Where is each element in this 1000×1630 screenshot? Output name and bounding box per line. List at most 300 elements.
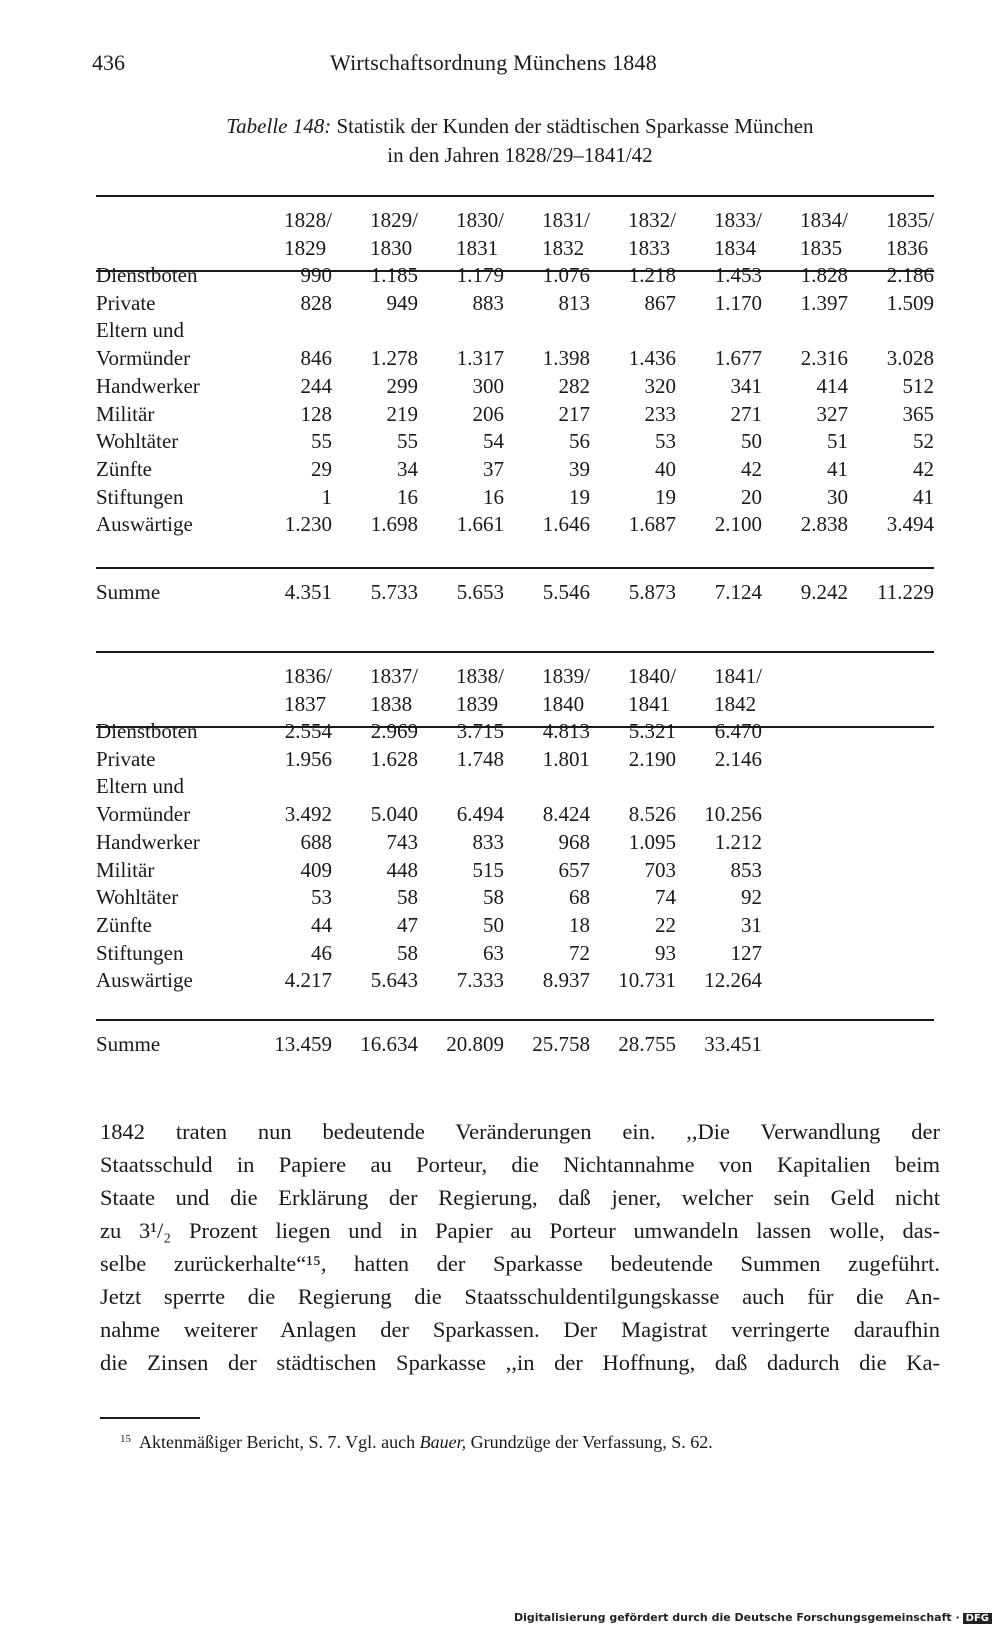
value-cell: 688 [300, 829, 332, 854]
sum-value: 11.229 [877, 580, 934, 604]
empty-cell [762, 940, 848, 968]
category-label: Stiftungen [96, 940, 184, 965]
value-cell: 6.470 [714, 719, 762, 743]
empty-cell [418, 773, 504, 801]
value-cell: 16 [397, 484, 418, 509]
table-row [96, 801, 934, 829]
year-header [676, 206, 762, 262]
value-cell: 1.646 [542, 512, 590, 537]
value-cell: 55 [397, 429, 418, 454]
value-cell: 365 [902, 401, 934, 426]
empty-cell [848, 967, 934, 995]
body-paragraph [100, 1115, 940, 1379]
value-cell: 10.731 [618, 968, 676, 993]
year-label [628, 206, 676, 262]
sum-value: 7.124 [714, 580, 762, 604]
sum-value: 28.755 [618, 1032, 676, 1056]
category-label: Auswärtige [96, 512, 193, 537]
table-caption [100, 112, 940, 170]
value-cell: 217 [558, 401, 590, 426]
body-line: Jetzt sperrte die Regierung die Staatsschuldentilgungskasse auch für die An- [100, 1284, 940, 1309]
table1-top-rule [96, 195, 934, 197]
value-cell: 515 [472, 857, 504, 882]
year-header [762, 206, 848, 262]
table1-sum-rule [96, 567, 934, 569]
table2-header-row [96, 662, 934, 718]
value-cell: 2.316 [800, 346, 848, 371]
year-start: 1839/ [542, 664, 590, 688]
value-cell: 1.278 [370, 346, 418, 371]
value-cell: 1.230 [284, 512, 332, 537]
table-row [96, 456, 934, 484]
sum-label: Summe [96, 580, 161, 604]
value-cell: 1.509 [886, 290, 934, 315]
value-cell: 50 [483, 912, 504, 937]
category-label: Wohltäter [96, 885, 179, 910]
category-label: Eltern und [96, 318, 185, 343]
year-end: 1834 [714, 236, 757, 260]
year-label [714, 206, 762, 262]
value-cell: 58 [397, 940, 418, 965]
sum-value: 20.809 [446, 1032, 504, 1056]
empty-cell [246, 317, 332, 345]
value-cell: 512 [902, 373, 934, 398]
table2-sum-row [96, 1030, 934, 1058]
year-end: 1829 [284, 236, 327, 260]
value-cell: 1.453 [714, 263, 762, 287]
value-cell: 4.813 [542, 719, 590, 743]
value-cell: 1.179 [456, 263, 504, 287]
empty-cell [246, 773, 332, 801]
value-cell: 6.494 [456, 802, 504, 827]
year-start: 1837/ [370, 664, 418, 688]
value-cell: 72 [569, 940, 590, 965]
value-cell: 42 [741, 456, 762, 481]
year-end: 1832 [542, 236, 585, 260]
empty-cell [332, 317, 418, 345]
year-start: 1832/ [628, 208, 676, 232]
empty-cell [762, 857, 848, 885]
empty-cell [848, 801, 934, 829]
empty-cell [762, 773, 848, 801]
value-cell: 8.937 [542, 968, 590, 993]
value-cell: 4.217 [284, 968, 332, 993]
value-cell: 41 [913, 484, 934, 509]
value-cell: 20 [741, 484, 762, 509]
table1-sum [96, 578, 934, 606]
year-header [590, 206, 676, 262]
value-cell: 244 [300, 373, 332, 398]
value-cell: 2.190 [628, 746, 676, 771]
caption-line-1 [100, 112, 940, 141]
table-row [96, 857, 934, 885]
category-label: Dienstboten [96, 719, 198, 743]
value-cell: 58 [483, 885, 504, 910]
category-label: Vormünder [96, 346, 191, 371]
table2-sum-rule [96, 1019, 934, 1021]
year-end: 1837 [284, 692, 327, 716]
value-cell: 1.170 [714, 290, 762, 315]
body-line: Staate und die Erklärung der Regierung, daß jener, welcher sein Geld nicht [100, 1185, 940, 1210]
sum-value: 9.242 [800, 580, 848, 604]
year-end: 1831 [456, 236, 499, 260]
year-start: 1840/ [628, 664, 676, 688]
sum-value: 5.733 [370, 580, 418, 604]
value-cell: 1.628 [370, 746, 418, 771]
sum-value: 5.653 [456, 580, 504, 604]
value-cell: 2.186 [886, 263, 934, 287]
value-cell: 853 [730, 857, 762, 882]
value-cell: 657 [558, 857, 590, 882]
empty-header-cell [848, 662, 934, 718]
year-header [590, 662, 676, 718]
year-start: 1836/ [284, 664, 332, 688]
sum-value: 4.351 [284, 580, 332, 604]
table-row [96, 746, 934, 774]
category-label: Handwerker [96, 373, 200, 398]
value-cell: 990 [300, 263, 332, 287]
table-row [96, 262, 934, 290]
table2-sum [96, 1030, 934, 1058]
empty-cell [848, 912, 934, 940]
category-label: Eltern und [96, 774, 185, 799]
empty-cell [504, 773, 590, 801]
footnote-author: Bauer, [419, 1432, 467, 1452]
empty-cell [762, 967, 848, 995]
value-cell: 2.146 [714, 746, 762, 771]
year-label [628, 662, 676, 718]
value-cell: 219 [386, 401, 418, 426]
year-end: 1836 [886, 236, 929, 260]
year-start: 1833/ [714, 208, 762, 232]
table-row [96, 428, 934, 456]
value-cell: 19 [569, 484, 590, 509]
value-cell: 1.698 [370, 512, 418, 537]
value-cell: 3.494 [886, 512, 934, 537]
running-title: Wirtschaftsordnung Münchens 1848 [330, 50, 657, 75]
value-cell: 300 [472, 373, 504, 398]
value-cell: 1.076 [542, 263, 590, 287]
value-cell: 1.801 [542, 746, 590, 771]
table-row [96, 884, 934, 912]
empty-cell [848, 718, 934, 746]
empty-cell [762, 1030, 848, 1058]
sum-value: 5.873 [628, 580, 676, 604]
year-label [800, 206, 848, 262]
value-cell: 341 [730, 373, 762, 398]
year-start: 1829/ [370, 208, 418, 232]
value-cell: 2.554 [284, 719, 332, 743]
table-row [96, 829, 934, 857]
digitization-banner [514, 1611, 992, 1624]
year-end: 1842 [714, 692, 757, 716]
body-line: nahme weiterer Anlagen der Sparkassen. Der Magistrat verringerte daraufhin [100, 1317, 940, 1342]
category-label: Handwerker [96, 829, 200, 854]
value-cell: 2.838 [800, 512, 848, 537]
year-start: 1841/ [714, 664, 762, 688]
category-label: Zünfte [96, 912, 152, 937]
year-header [418, 662, 504, 718]
value-cell: 3.492 [284, 802, 332, 827]
year-header [418, 206, 504, 262]
body-line: zu 3¹/₂ Prozent liegen und in Papier au Porteur umwandeln lassen wolle, das- [100, 1218, 940, 1243]
year-label [370, 662, 418, 718]
value-cell: 1.677 [714, 346, 762, 371]
dfg-logo: DFG [963, 1613, 992, 1624]
value-cell: 39 [569, 456, 590, 481]
caption-line-2: in den Jahren 1828/29–1841/42 [387, 143, 653, 167]
category-label: Militär [96, 857, 155, 882]
value-cell: 63 [483, 940, 504, 965]
value-cell: 56 [569, 429, 590, 454]
category-label: Vormünder [96, 802, 191, 827]
year-end: 1840 [542, 692, 585, 716]
empty-cell [504, 317, 590, 345]
value-cell: 44 [311, 912, 332, 937]
table-row [96, 373, 934, 401]
footnote-text-after: Grundzüge der Verfassung, S. 62. [470, 1432, 713, 1452]
value-cell: 37 [483, 456, 504, 481]
value-cell: 74 [655, 885, 676, 910]
table-row [96, 484, 934, 512]
year-end: 1839 [456, 692, 499, 716]
value-cell: 8.526 [628, 802, 676, 827]
value-cell: 233 [644, 401, 676, 426]
value-cell: 16 [483, 484, 504, 509]
value-cell: 5.321 [628, 719, 676, 743]
year-end: 1838 [370, 692, 413, 716]
sum-value: 16.634 [360, 1032, 418, 1056]
year-header [332, 206, 418, 262]
value-cell: 128 [300, 401, 332, 426]
value-cell: 1.828 [800, 263, 848, 287]
value-cell: 53 [311, 885, 332, 910]
value-cell: 5.040 [370, 802, 418, 827]
value-cell: 1.398 [542, 346, 590, 371]
value-cell: 1.687 [628, 512, 676, 537]
value-cell: 1.748 [456, 746, 504, 771]
year-label [542, 662, 590, 718]
year-header [246, 662, 332, 718]
empty-cell [848, 746, 934, 774]
value-cell: 3.028 [886, 346, 934, 371]
value-cell: 949 [386, 290, 418, 315]
value-cell: 51 [827, 429, 848, 454]
table2-top-rule [96, 651, 934, 653]
table-row [96, 290, 934, 318]
value-cell: 46 [311, 940, 332, 965]
value-cell: 968 [558, 829, 590, 854]
empty-cell [848, 317, 934, 345]
value-cell: 1.397 [800, 290, 848, 315]
value-cell: 7.333 [456, 968, 504, 993]
year-start: 1828/ [284, 208, 332, 232]
value-cell: 1.956 [284, 746, 332, 771]
page-number: 436 [92, 50, 125, 75]
value-cell: 29 [311, 456, 332, 481]
category-label: Wohltäter [96, 429, 179, 454]
value-cell: 867 [644, 290, 676, 315]
value-cell: 47 [397, 912, 418, 937]
value-cell: 8.424 [542, 802, 590, 827]
empty-cell [762, 829, 848, 857]
value-cell: 299 [386, 373, 418, 398]
value-cell: 833 [472, 829, 504, 854]
year-label [542, 206, 590, 262]
empty-cell [418, 317, 504, 345]
year-label [714, 662, 762, 718]
empty-cell [762, 317, 848, 345]
year-header [504, 206, 590, 262]
category-label: Zünfte [96, 456, 152, 481]
year-header [848, 206, 934, 262]
empty-header-cell [762, 662, 848, 718]
value-cell: 206 [472, 401, 504, 426]
value-cell: 743 [386, 829, 418, 854]
value-cell: 409 [300, 857, 332, 882]
caption-title: Statistik der Kunden der städtischen Sparkasse München [336, 114, 814, 138]
year-label [456, 206, 504, 262]
header-empty-cell [96, 206, 246, 262]
value-cell: 12.264 [704, 968, 762, 993]
table2 [96, 662, 934, 995]
value-cell: 93 [655, 940, 676, 965]
year-label [284, 662, 332, 718]
value-cell: 5.643 [370, 968, 418, 993]
empty-cell [848, 829, 934, 857]
year-header [504, 662, 590, 718]
value-cell: 1.436 [628, 346, 676, 371]
table-row [96, 773, 934, 801]
value-cell: 883 [472, 290, 504, 315]
value-cell: 2.100 [714, 512, 762, 537]
value-cell: 92 [741, 885, 762, 910]
year-header [246, 206, 332, 262]
value-cell: 34 [397, 456, 418, 481]
value-cell: 30 [827, 484, 848, 509]
value-cell: 846 [300, 346, 332, 371]
value-cell: 40 [655, 456, 676, 481]
sum-value: 25.758 [532, 1032, 590, 1056]
year-end: 1833 [628, 236, 671, 260]
value-cell: 1.218 [628, 263, 676, 287]
value-cell: 1.185 [370, 263, 418, 287]
table-row [96, 317, 934, 345]
year-start: 1834/ [800, 208, 848, 232]
table-row [96, 912, 934, 940]
value-cell: 320 [644, 373, 676, 398]
year-start: 1835/ [886, 208, 934, 232]
empty-cell [762, 718, 848, 746]
body-line: 1842 traten nun bedeutende Veränderungen ein. ,,Die Verwandlung der [100, 1119, 940, 1144]
footnote-rule [100, 1417, 200, 1419]
value-cell: 58 [397, 885, 418, 910]
empty-cell [332, 773, 418, 801]
sum-value: 5.546 [542, 580, 590, 604]
value-cell: 22 [655, 912, 676, 937]
year-header [676, 662, 762, 718]
empty-cell [676, 773, 762, 801]
empty-cell [762, 884, 848, 912]
category-label: Private [96, 290, 156, 315]
value-cell: 50 [741, 429, 762, 454]
value-cell: 18 [569, 912, 590, 937]
year-label [456, 662, 504, 718]
category-label: Dienstboten [96, 263, 198, 287]
year-label [370, 206, 418, 262]
value-cell: 448 [386, 857, 418, 882]
empty-cell [676, 317, 762, 345]
value-cell: 55 [311, 429, 332, 454]
table-row [96, 511, 934, 539]
value-cell: 1.212 [714, 829, 762, 854]
value-cell: 53 [655, 429, 676, 454]
empty-cell [848, 773, 934, 801]
category-label: Auswärtige [96, 968, 193, 993]
year-start: 1831/ [542, 208, 590, 232]
year-header [332, 662, 418, 718]
empty-cell [590, 317, 676, 345]
table-row [96, 401, 934, 429]
empty-cell [762, 912, 848, 940]
value-cell: 54 [483, 429, 504, 454]
empty-cell [762, 746, 848, 774]
table1-sum-row [96, 578, 934, 606]
empty-cell [590, 773, 676, 801]
year-start: 1830/ [456, 208, 504, 232]
value-cell: 127 [730, 940, 762, 965]
value-cell: 703 [644, 857, 676, 882]
year-end: 1841 [628, 692, 671, 716]
year-label [886, 206, 934, 262]
footnote-text-before: Aktenmäßiger Bericht, S. 7. Vgl. auch [139, 1432, 416, 1452]
table-row [96, 940, 934, 968]
table-row [96, 345, 934, 373]
category-label: Stiftungen [96, 484, 184, 509]
value-cell: 1 [321, 484, 332, 509]
header-empty-cell [96, 662, 246, 718]
value-cell: 1.317 [456, 346, 504, 371]
body-line: Staatsschuld in Papiere au Porteur, die Nichtannahme von Kapitalien beim [100, 1152, 940, 1177]
value-cell: 3.715 [456, 719, 504, 743]
value-cell: 327 [816, 401, 848, 426]
sum-value: 13.459 [274, 1032, 332, 1056]
year-end: 1835 [800, 236, 843, 260]
table-row [96, 718, 934, 746]
body-line: die Zinsen der städtischen Sparkasse ,,in der Hoffnung, daß dadurch die Ka- [100, 1350, 940, 1375]
value-cell: 828 [300, 290, 332, 315]
empty-cell [848, 857, 934, 885]
footnote [120, 1432, 713, 1453]
caption-label: Tabelle 148: [226, 114, 332, 138]
value-cell: 1.661 [456, 512, 504, 537]
empty-cell [848, 1030, 934, 1058]
empty-cell [848, 940, 934, 968]
year-end: 1830 [370, 236, 413, 260]
value-cell: 414 [816, 373, 848, 398]
year-start: 1838/ [456, 664, 504, 688]
value-cell: 271 [730, 401, 762, 426]
value-cell: 2.969 [370, 719, 418, 743]
value-cell: 41 [827, 456, 848, 481]
value-cell: 1.095 [628, 829, 676, 854]
value-cell: 52 [913, 429, 934, 454]
year-label [284, 206, 332, 262]
banner-text: Digitalisierung gefördert durch die Deutsche Forschungsgemeinschaft · [513, 1611, 960, 1624]
value-cell: 42 [913, 456, 934, 481]
body-line: selbe zurückerhalte“¹⁵, hatten der Sparkasse bedeutende Summen zugeführt. [100, 1251, 940, 1276]
value-cell: 813 [558, 290, 590, 315]
